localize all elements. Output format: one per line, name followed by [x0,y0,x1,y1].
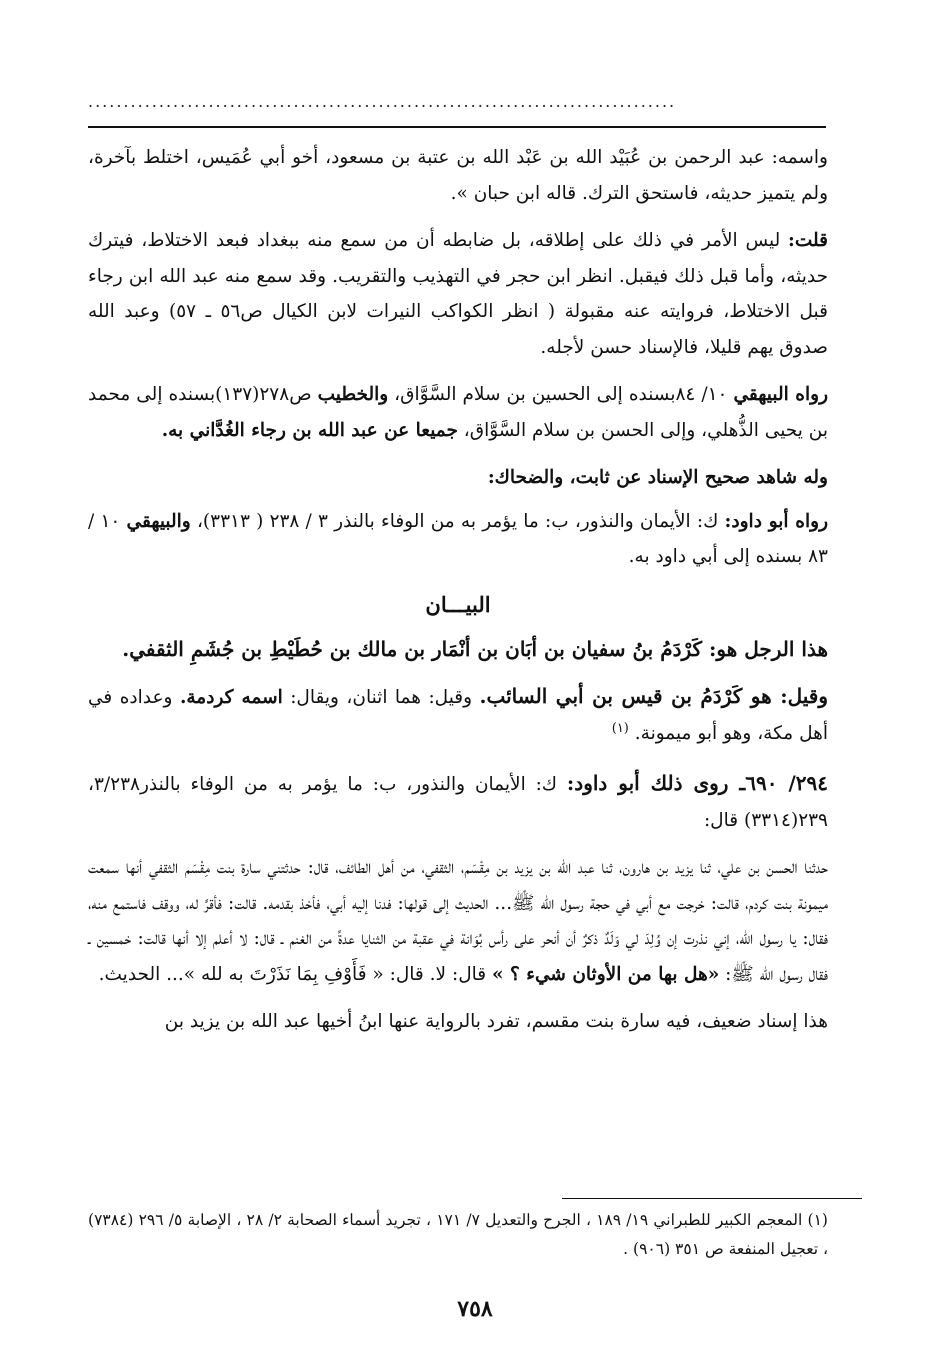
abu-dawud-ref: ك: الأيمان والنذور، ب: ما يؤمر به من الوفاء بالنذر ٣ / ٢٣٨ ( ٣٣١٣)، [190,510,725,532]
bayhaqi-ref: ١٠/ ٨٤بسنده إلى الحسين بن سلام السَّوَّاق، [388,384,734,405]
paragraph-man-name [88,630,828,669]
footnotes [88,1206,828,1264]
paragraph-alternate-name [88,677,828,752]
paragraph-narrator-name [88,140,828,211]
main-text [88,140,828,1052]
footnote-rule [562,1198,862,1199]
footnote-marker: (١) [611,720,629,736]
jamian-text: جميعا عن عبد الله بن رجاء الغُدَّاني به. [161,419,458,441]
bayhaqi-label-2: والبيهقي [126,510,191,532]
hadith-number-label: ٢٩٤/ ٦٩٠ـ روى ذلك أبو داود: [566,770,828,795]
alternate-name-bold: وقيل: هو كَرْدَمُ بن قيس بن أبي السائب. [479,684,828,708]
paragraph-abu-dawud [88,504,828,575]
khatib-label: والخطيب [317,384,389,405]
hadith-question: «هل بها من الأوثان شيء ؟ » [492,963,720,985]
alternate-name-text: وقيل: هما اثنان، ويقال: [282,687,480,708]
isnad-grade-text: هذا إسناد ضعيف، فيه سارة بنت مقسم، تفرد بالرواية عنها ابنُ أخيها عبد الله بن يزيد بن [164,1011,828,1032]
header-rule [88,126,826,128]
paragraph-hadith-text [88,850,828,992]
hadith-text-end: قال: لا. قال: « فَأَوْفِ بِمَا نَذَرْتَ به لله »... الحديث. [98,963,493,985]
kardama-name: اسمه كردمة. [179,687,283,708]
qult-label: قلت: [788,230,828,251]
bayhaqi-label: رواه البيهقي [733,384,829,405]
paragraph-hadith-number [88,764,828,839]
paragraph-shahid [88,460,828,496]
footnote-1: (١) المعجم الكبير للطبراني ١٩/ ١٨٩ ، الجرح والتعديل ٧/ ١٧١ ، تجريد أسماء الصحابة ٢/ ٢٨ ، الإصابة ٥/ ٢٩٦ (٧٣٨٤) ، تعجيل المنفعة ص ٣٥١ (٩٠٦) . [88,1211,828,1258]
section-title-bayan: البيـــان [425,591,491,617]
bayhaqi-ref-2: ١٠ / ٨٣ بسنده إلى أبي داود به. [88,510,828,567]
narrator-name-text: واسمه: عبد الرحمن بن عُبَيْد الله بن عَبْد الله بن عتبة بن مسعود، أخو أبي عُمَيس، اختلط بآخرة، ولم يتميز حديثه، فاستحق الترك. قاله ابن حبان ». [88,147,828,204]
page-number: ٧٥٨ [457,1296,493,1322]
khatib-ref: ص٢٧٨(١٣٧)بسنده إلى محمد بن يحيى الذُّهلي، وإلى الحسن بن سلام السَّوَّاق، [88,384,828,441]
hadith-text: حدثنا الحسن بن علي، ثنا يزيد بن هارون، ثنا عبد الله بن يزيد بن مِقْسَم، الثقفي، من أهل الطائف، قال: حدثتني سارة بنت مِقْسَم الثقفي أنها سمعت ميمونة بنت كردم، قالت: خرجت مع أبي في حجة رسول الله ﷺ... الحديث إلى قولها: فدنا إليه أبي، فأخذ بقدمه. قالت: فأقرَّ له، ووقف فاستمع منه، فقال: يا رسول الله، إني نذرت إن وُلِدَ لي وَلَدٌ ذكرٌ أن أنحر على رأس بُوَانة في عقبة من الثنايا عدةً من الغنم ـ قال: لا أعلم إلا أنها قالت: خمسين ـ فقال رسول الله ﷺ: [88,857,828,985]
header-dotted-line: ................................................................................... [88,92,677,111]
paragraph-isnad-grade [88,1004,828,1040]
qult-text: ليس الأمر في ذلك على إطلاقه، بل ضابطه أن من سمع منه ببغداد فبعد الاختلاط، فيترك حديثه، وأما قبل ذلك فيقبل. انظر ابن حجر في التهذيب والتقريب. وقد سمع منه عبد الله ابن رجاء قبل الاختلاط، فروايته عنه مقبولة ( انظر الكواكب النيرات لابن الكيال ص٥٦ ـ ٥٧) وعبد الله صدوق يهم قليلا، فالإسناد حسن لأجله. [88,230,828,358]
paragraph-qult [88,223,828,365]
man-name-text: هذا الرجل هو: كَرْدَمُ بنُ سفيان بن أبَان بن أنْمَار بن مالك بن حُطَيْطِ بن جُشَمِ الثقفي. [122,637,828,661]
hadith-number-ref: ك: الأيمان والنذور، ب: ما يؤمر به من الوفاء بالنذر٣/٢٣٨، ٢٣٩(٣٣١٤) قال: [88,773,828,831]
shahid-text: وله شاهد صحيح الإسناد عن ثابت، والضحاك: [487,467,828,488]
abu-dawud-label: رواه أبو داود: [724,510,829,532]
alternate-name-end: وعداده في أهل مكة، وهو أبو ميمونة. [88,687,828,744]
paragraph-bayhaqi-khatib [88,377,828,448]
